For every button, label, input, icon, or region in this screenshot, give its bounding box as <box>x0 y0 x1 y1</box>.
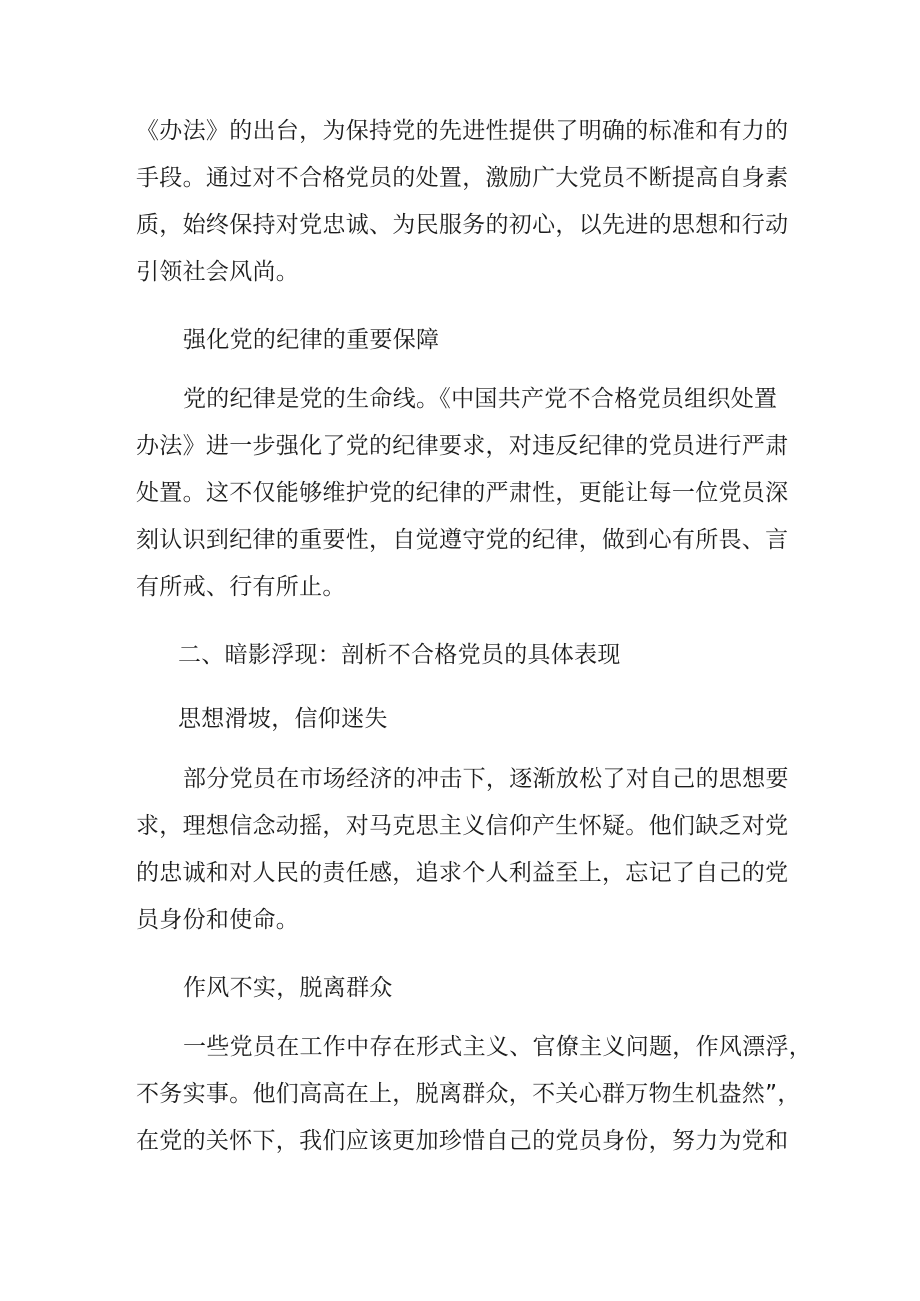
paragraph-3-line-4: 员身份和使命。 <box>136 907 300 933</box>
paragraph-2-line-2: 办法》进一步强化了党的纪律要求，对违反纪律的党员进行严肃 <box>136 433 789 459</box>
paragraph-2-line-1: 党的纪律是党的生命线。《中国共产党不合格党员组织处置 <box>183 386 778 412</box>
paragraph-1-line-3: 质，始终保持对党忠诚、为民服务的初心，以先进的思想和行动 <box>136 212 789 238</box>
subheading-work-style: 作风不实，脱离群众 <box>183 975 393 1001</box>
paragraph-2-line-3: 处置。这不仅能够维护党的纪律的严肃性，更能让每一位党员深 <box>136 480 789 506</box>
paragraph-3-line-1: 部分党员在市场经济的冲击下，逐渐放松了对自己的思想要 <box>183 766 789 792</box>
paragraph-2-line-5: 有所戒、行有所止。 <box>136 574 346 600</box>
paragraph-2-line-4: 刻认识到纪律的重要性，自觉遵守党的纪律，做到心有所畏、言 <box>136 527 789 553</box>
paragraph-1-line-1: 《办法》的出台，为保持党的先进性提供了明确的标准和有力的 <box>136 118 789 144</box>
paragraph-1-line-4: 引领社会风尚。 <box>136 259 300 285</box>
paragraph-1-line-2: 手段。通过对不合格党员的处置，激励广大党员不断提高自身素 <box>136 165 789 191</box>
paragraph-3-line-2: 求，理想信念动摇，对马克思主义信仰产生怀疑。他们缺乏对党 <box>136 813 789 839</box>
paragraph-4-line-1: 一些党员在工作中存在形式主义、官僚主义问题，作风漂浮， <box>183 1034 813 1060</box>
paragraph-4-line-2: 不务实事。他们高高在上，脱离群众，不关心群万物生机盎然”， <box>136 1081 801 1107</box>
section-heading: 二、暗影浮现：剖析不合格党员的具体表现 <box>178 642 621 668</box>
paragraph-3-line-3: 的忠诚和对人民的责任感，追求个人利益至上，忘记了自己的党 <box>136 860 789 886</box>
subheading-discipline: 强化党的纪律的重要保障 <box>183 327 440 353</box>
subheading-ideology: 思想滑坡，信仰迷失 <box>178 706 388 732</box>
paragraph-4-line-3: 在党的关怀下，我们应该更加珍惜自己的党员身份，努力为党和 <box>136 1128 789 1154</box>
